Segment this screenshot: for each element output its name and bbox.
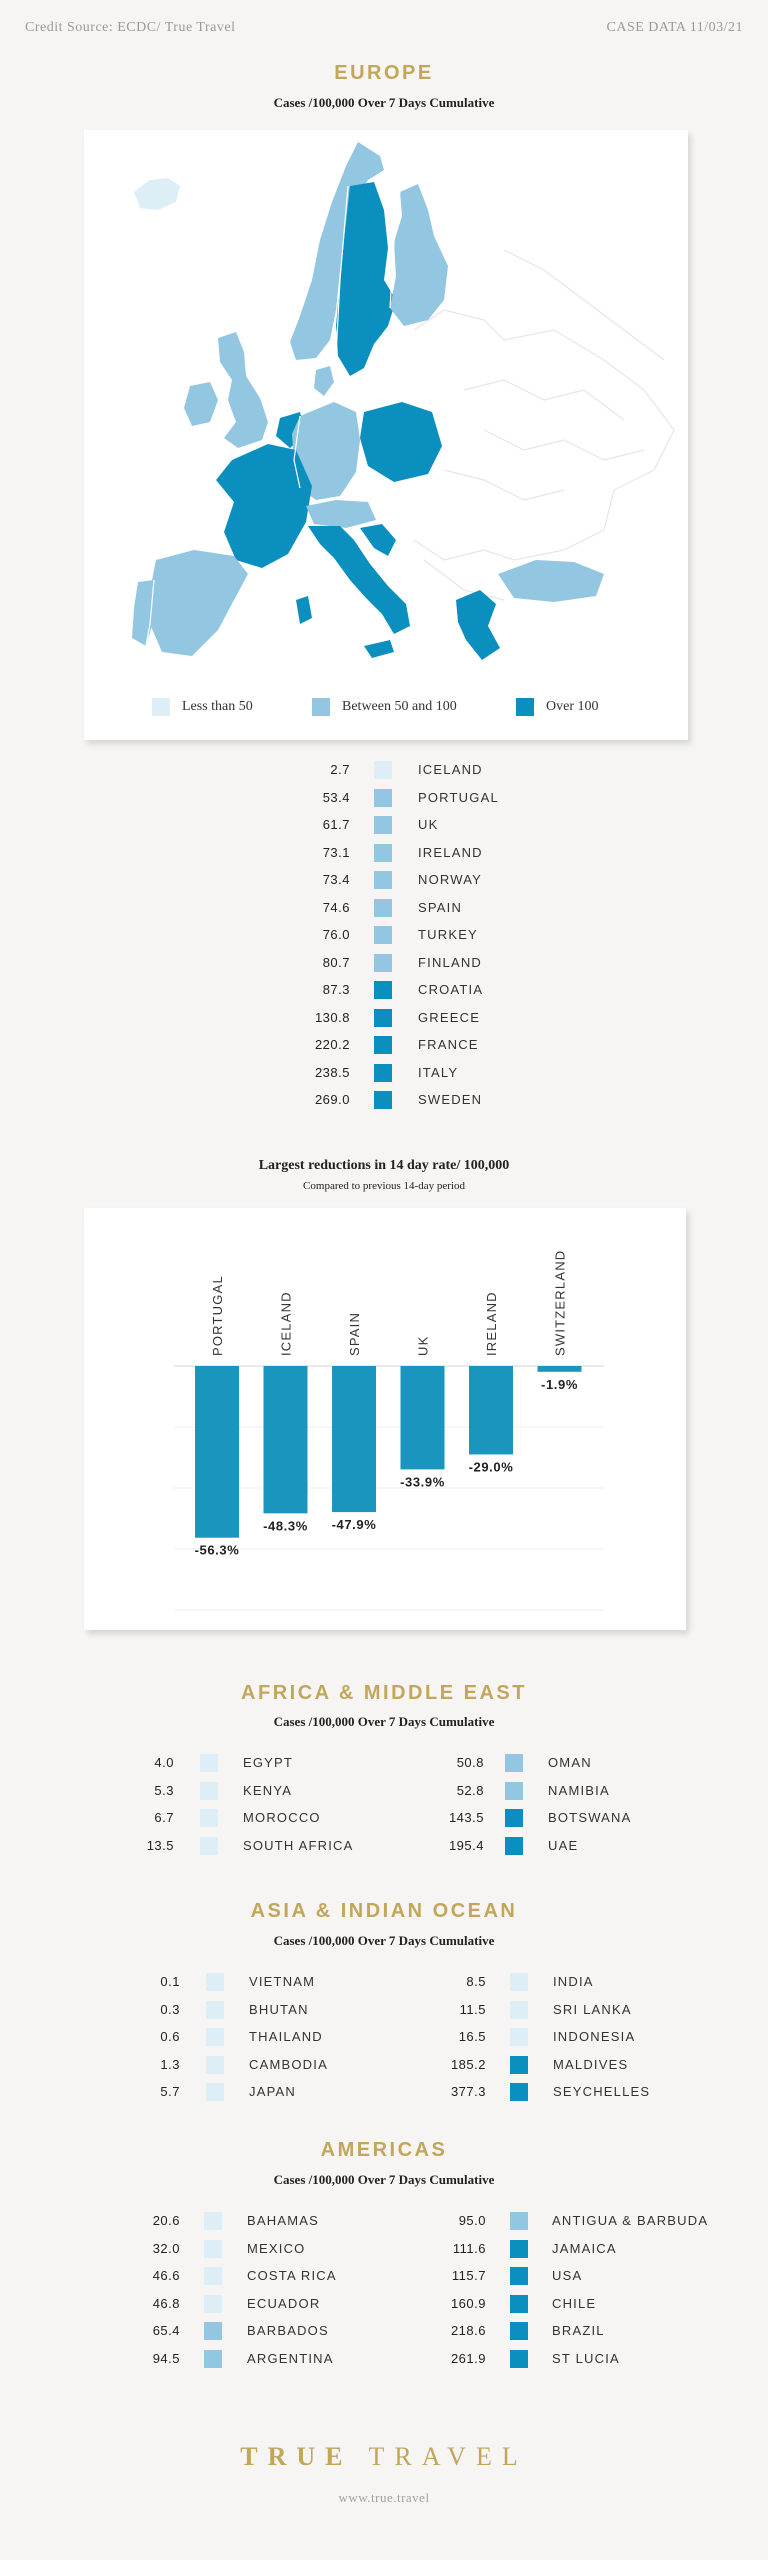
country-name: COSTA RICA: [247, 2268, 337, 2283]
list-item: [0, 953, 768, 973]
level-swatch: [206, 2056, 224, 2074]
country-name: PORTUGAL: [418, 789, 499, 805]
level-swatch: [374, 1064, 392, 1082]
country-name: THAILAND: [249, 2029, 323, 2044]
credit-source: Credit Source: ECDC/ True Travel: [25, 20, 236, 35]
country-name: BRAZIL: [552, 2323, 605, 2338]
country-name: SOUTH AFRICA: [243, 1837, 354, 1853]
reductions-subtitle: Compared to previous 14-day period: [303, 1180, 465, 1192]
list-item: [0, 2000, 384, 2020]
country-name: JAPAN: [249, 2084, 296, 2099]
country-name: CHILE: [552, 2295, 597, 2311]
list-item: [384, 2000, 768, 2020]
country-name: BHUTAN: [249, 2001, 309, 2017]
level-swatch: [505, 1809, 523, 1827]
bar-portugal: [195, 1366, 239, 1538]
bar-value-label: -48.3%: [263, 1518, 308, 1534]
list-item: [0, 1063, 768, 1083]
bar-category-label: SWITZERLAND: [552, 1249, 568, 1356]
level-swatch: [374, 789, 392, 807]
country-name: SEYCHELLES: [553, 2084, 651, 2099]
list-item: [0, 2082, 384, 2102]
country-name: ARGENTINA: [247, 2350, 334, 2366]
map-context-borders: [414, 250, 674, 600]
country-value: 16.5: [458, 2029, 486, 2044]
country-name: MALDIVES: [553, 2056, 629, 2072]
bar-value-label: -47.9%: [331, 1517, 377, 1533]
bar-value-label: -1.9%: [541, 1376, 578, 1392]
level-swatch: [374, 871, 392, 889]
country-value: 238.5: [314, 1064, 350, 1080]
country-value: 95.0: [458, 2213, 486, 2228]
country-name: ST LUCIA: [552, 2350, 620, 2366]
level-swatch: [206, 2001, 224, 2019]
list-item: [0, 1753, 384, 1773]
list-item: [0, 1808, 384, 1828]
legend-item-low: [152, 698, 253, 716]
country-name: UK: [418, 817, 439, 832]
legend-item-high: [516, 698, 599, 716]
level-swatch: [374, 844, 392, 862]
list-item: [0, 2349, 384, 2369]
country-name: NORWAY: [418, 872, 483, 887]
level-swatch: [204, 2350, 222, 2368]
country-name: SPAIN: [418, 899, 463, 915]
country-value: 52.8: [456, 1782, 484, 1798]
country-name: SRI LANKA: [553, 2001, 632, 2017]
legend-label-mid: Between 50 and 100: [342, 699, 457, 714]
map-iceland: [134, 178, 180, 210]
level-swatch: [510, 2083, 528, 2101]
list-item: [0, 843, 768, 863]
map-sardinia: [296, 596, 312, 624]
country-value: 73.4: [322, 872, 350, 887]
level-swatch: [204, 2212, 222, 2230]
list-item: [0, 1836, 384, 1856]
list-item: [384, 1808, 768, 1828]
country-value: 50.8: [456, 1755, 484, 1770]
list-item: [0, 898, 768, 918]
map-uk: [218, 332, 268, 448]
bar-category-label: SPAIN: [347, 1311, 362, 1356]
country-name: BAHAMAS: [247, 2213, 319, 2228]
country-name: SWEDEN: [418, 1092, 483, 1107]
country-name: BOTSWANA: [548, 1810, 632, 1825]
list-item: [0, 760, 768, 780]
country-value: 185.2: [450, 2056, 486, 2072]
country-value: 195.4: [448, 1837, 484, 1853]
europe-map-card: [84, 130, 688, 740]
level-swatch: [200, 1754, 218, 1772]
africa-subtitle: Cases /100,000 Over 7 Days Cumulative: [273, 1714, 495, 1729]
list-item: [384, 2027, 768, 2047]
bar-value-label: -56.3%: [194, 1542, 240, 1558]
country-value: 111.6: [452, 2240, 486, 2256]
level-swatch: [510, 2028, 528, 2046]
country-value: 73.1: [322, 844, 350, 860]
list-item: [0, 2239, 384, 2259]
country-value: 11.5: [459, 2001, 486, 2017]
country-value: 46.6: [152, 2268, 180, 2283]
list-item: [0, 2294, 384, 2314]
level-swatch: [204, 2322, 222, 2340]
reductions-bar-chart: [84, 1208, 686, 1630]
country-value: 115.7: [451, 2268, 486, 2283]
country-value: 61.7: [322, 817, 350, 832]
country-value: 32.0: [152, 2240, 180, 2256]
level-swatch: [374, 954, 392, 972]
country-name: VIETNAM: [249, 1974, 316, 1989]
level-swatch: [204, 2295, 222, 2313]
americas-subtitle: Cases /100,000 Over 7 Days Cumulative: [273, 2172, 495, 2187]
level-swatch: [200, 1809, 218, 1827]
list-item: [384, 2211, 768, 2231]
map-spain: [150, 550, 248, 656]
europe-title: EUROPE: [334, 62, 434, 84]
list-item: [0, 2266, 384, 2286]
reductions-title: Largest reductions in 14 day rate/ 100,000: [258, 1158, 510, 1173]
level-swatch: [510, 2001, 528, 2019]
country-value: 0.6: [160, 2029, 180, 2044]
country-name: CROATIA: [418, 982, 484, 997]
level-swatch: [505, 1754, 523, 1772]
map-turkey: [498, 560, 604, 602]
country-value: 13.5: [146, 1837, 174, 1853]
country-name: GREECE: [418, 1009, 481, 1025]
country-name: BARBADOS: [247, 2323, 329, 2338]
level-swatch: [200, 1837, 218, 1855]
list-item: [0, 980, 768, 1000]
level-swatch: [204, 2267, 222, 2285]
map-france: [216, 444, 312, 568]
country-value: 94.5: [152, 2350, 180, 2366]
level-swatch: [200, 1782, 218, 1800]
country-name: INDIA: [553, 1974, 594, 1989]
country-value: 80.7: [322, 954, 350, 970]
legend-label-high: Over 100: [546, 699, 599, 714]
country-name: ICELAND: [418, 762, 483, 777]
legend-swatch-mid: [312, 698, 330, 716]
level-swatch: [510, 1973, 528, 1991]
country-value: 1.3: [160, 2056, 180, 2072]
bar-category-label: UK: [415, 1335, 431, 1356]
level-swatch: [510, 2322, 528, 2340]
country-value: 269.0: [314, 1092, 350, 1107]
footer-url[interactable]: www.true.travel: [338, 2490, 430, 2505]
list-item: [0, 870, 768, 890]
list-item: [0, 2055, 384, 2075]
map-croatia: [360, 524, 396, 556]
country-value: 220.2: [314, 1037, 350, 1052]
country-name: UAE: [548, 1837, 579, 1853]
country-name: FINLAND: [418, 954, 483, 970]
map-sicily: [364, 640, 394, 658]
level-swatch: [206, 2028, 224, 2046]
list-item: [384, 1972, 768, 1992]
legend-item-mid: [312, 698, 457, 716]
level-swatch: [374, 926, 392, 944]
list-item: [384, 2321, 768, 2341]
bar-category-label: IRELAND: [484, 1291, 499, 1356]
country-value: 20.6: [152, 2213, 180, 2228]
country-name: MEXICO: [247, 2240, 306, 2256]
asia-subtitle: Cases /100,000 Over 7 Days Cumulative: [273, 1933, 495, 1948]
legend-label-low: Less than 50: [182, 699, 253, 714]
level-swatch: [374, 1009, 392, 1027]
list-item: [384, 2082, 768, 2102]
list-item: [384, 2055, 768, 2075]
legend-swatch-low: [152, 698, 170, 716]
list-item: [384, 2294, 768, 2314]
level-swatch: [374, 816, 392, 834]
bar-switzerland: [538, 1366, 582, 1372]
list-item: [384, 2349, 768, 2369]
bar-iceland: [264, 1366, 308, 1513]
country-value: 261.9: [450, 2350, 486, 2366]
europe-map: [84, 130, 688, 740]
country-value: 160.9: [450, 2295, 486, 2311]
country-name: JAMAICA: [552, 2240, 617, 2256]
list-item: [0, 925, 768, 945]
country-value: 6.7: [154, 1810, 174, 1825]
map-greece: [456, 590, 500, 660]
country-name: IRELAND: [418, 844, 483, 860]
country-name: CAMBODIA: [249, 2056, 328, 2072]
list-item: [0, 1972, 384, 1992]
list-item: [384, 2239, 768, 2259]
country-name: KENYA: [243, 1782, 293, 1798]
level-swatch: [510, 2295, 528, 2313]
country-name: OMAN: [548, 1755, 592, 1770]
list-item: [0, 1008, 768, 1028]
level-swatch: [374, 1036, 392, 1054]
bar-category-label: ICELAND: [278, 1291, 294, 1356]
level-swatch: [206, 2083, 224, 2101]
country-value: 87.3: [322, 982, 350, 997]
list-item: [0, 788, 768, 808]
map-austria: [306, 500, 376, 528]
level-swatch: [374, 981, 392, 999]
country-value: 4.0: [154, 1755, 174, 1770]
list-item: [0, 2321, 384, 2341]
list-item: [0, 2211, 384, 2231]
list-item: [0, 815, 768, 835]
country-value: 143.5: [448, 1810, 484, 1825]
country-value: 377.3: [450, 2084, 486, 2099]
country-value: 46.8: [152, 2295, 180, 2311]
country-value: 76.0: [322, 927, 350, 942]
country-value: 74.6: [322, 899, 350, 915]
level-swatch: [374, 899, 392, 917]
list-item: [384, 1781, 768, 1801]
list-item: [0, 1035, 768, 1055]
bar-value-label: -29.0%: [468, 1459, 514, 1475]
logo-travel: TRAVEL: [368, 2442, 528, 2471]
level-swatch: [374, 761, 392, 779]
map-ireland: [184, 382, 218, 426]
level-swatch: [204, 2240, 222, 2258]
country-name: EGYPT: [243, 1755, 294, 1770]
country-name: ANTIGUA & BARBUDA: [552, 2213, 709, 2228]
level-swatch: [510, 2056, 528, 2074]
map-denmark: [314, 366, 334, 396]
level-swatch: [510, 2267, 528, 2285]
list-item: [384, 1753, 768, 1773]
level-swatch: [206, 1973, 224, 1991]
country-value: 5.7: [160, 2084, 180, 2099]
country-value: 5.3: [154, 1782, 174, 1798]
country-name: USA: [552, 2268, 583, 2283]
country-name: ITALY: [418, 1064, 459, 1080]
country-value: 0.1: [160, 1974, 180, 1989]
country-value: 53.4: [322, 789, 350, 805]
country-value: 218.6: [450, 2323, 486, 2338]
country-name: TURKEY: [418, 927, 478, 942]
level-swatch: [510, 2240, 528, 2258]
level-swatch: [505, 1782, 523, 1800]
africa-title: AFRICA & MIDDLE EAST: [241, 1682, 527, 1704]
map-poland: [360, 402, 442, 482]
level-swatch: [510, 2350, 528, 2368]
country-value: 130.8: [314, 1009, 350, 1025]
list-item: [384, 1836, 768, 1856]
bar-ireland: [469, 1366, 513, 1454]
level-swatch: [505, 1837, 523, 1855]
list-item: [384, 2266, 768, 2286]
bar-category-label: PORTUGAL: [210, 1275, 225, 1356]
americas-title: AMERICAS: [320, 2139, 448, 2161]
true-travel-logo: [0, 2442, 768, 2472]
bar-uk: [401, 1366, 445, 1469]
asia-title: ASIA & INDIAN OCEAN: [250, 1900, 518, 1922]
country-value: 2.7: [330, 762, 350, 777]
legend-swatch-high: [516, 698, 534, 716]
bar-spain: [332, 1366, 376, 1512]
reductions-chart-card: [84, 1208, 686, 1630]
level-swatch: [510, 2212, 528, 2230]
country-name: ECUADOR: [247, 2295, 321, 2311]
list-item: [0, 1090, 768, 1110]
case-date: CASE DATA 11/03/21: [606, 20, 743, 35]
country-name: INDONESIA: [553, 2029, 636, 2044]
country-value: 0.3: [160, 2001, 180, 2017]
country-name: NAMIBIA: [548, 1782, 610, 1798]
country-name: FRANCE: [418, 1037, 479, 1052]
list-item: [0, 2027, 384, 2047]
country-value: 65.4: [152, 2323, 180, 2338]
logo-true: TRUE: [240, 2442, 353, 2471]
level-swatch: [374, 1091, 392, 1109]
europe-subtitle: Cases /100,000 Over 7 Days Cumulative: [273, 95, 495, 110]
list-item: [0, 1781, 384, 1801]
bar-value-label: -33.9%: [400, 1474, 445, 1490]
country-name: MOROCCO: [243, 1810, 321, 1825]
country-value: 8.5: [466, 1974, 486, 1989]
